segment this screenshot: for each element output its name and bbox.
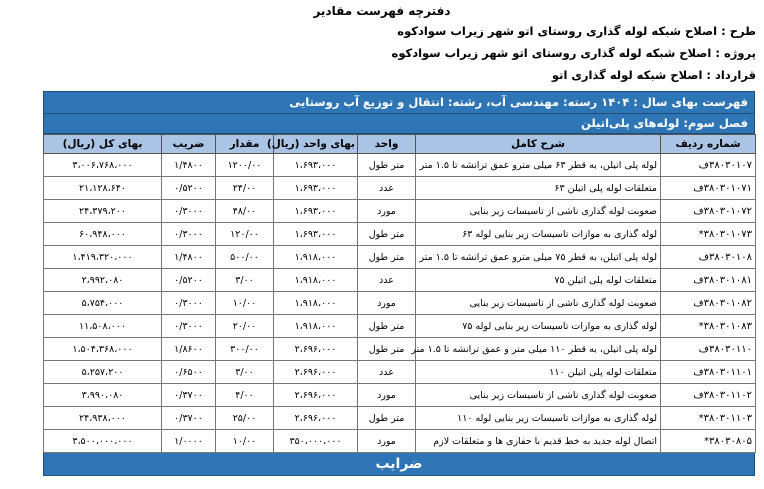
row-factor: ۰/۵۲۰۰: [162, 177, 216, 200]
meta-contract-label: قرارداد :: [706, 68, 756, 82]
meta-plan-value: اصلاح شبکه لوله گذاری روستای اتو شهر زیراب سوادکوه: [397, 24, 718, 38]
col-header-factor: ضریب: [162, 135, 216, 154]
row-total: ۲،۹۹۲،۰۸۰: [44, 269, 162, 292]
row-unit-price: ۱،۹۱۸،۰۰۰: [274, 315, 358, 338]
row-total: ۵،۷۵۴،۰۰۰: [44, 292, 162, 315]
row-code: ۳۸۰۳۰۱۰۷۳*: [661, 223, 756, 246]
row-factor: ۰/۳۰۰۰: [162, 200, 216, 223]
row-code: ۳۸۰۳۰۱۰۷۲ف: [661, 200, 756, 223]
row-unit: مورد: [358, 200, 416, 223]
row-code: ۳۸۰۳۰۱۰۷۱ف: [661, 177, 756, 200]
row-factor: ۱/۸۶۰۰: [162, 338, 216, 361]
meta-contract-value: اصلاح شبکه لوله گذاری اتو: [551, 68, 703, 82]
row-unit-price: ۱،۶۹۳،۰۰۰: [274, 154, 358, 177]
table-row: [44, 292, 756, 315]
row-code: ۳۸۰۳۰۱۱۰ف: [661, 338, 756, 361]
table-row: [44, 384, 756, 407]
row-unit-price: ۲،۶۹۶،۰۰۰: [274, 407, 358, 430]
row-quantity: ۱۲۰/۰۰: [216, 223, 274, 246]
table-row: [44, 177, 756, 200]
row-unit-price: ۳۵۰،۰۰۰،۰۰۰: [274, 430, 358, 453]
table-row: [44, 223, 756, 246]
row-quantity: ۴/۰۰: [216, 384, 274, 407]
row-factor: ۱/۴۸۰۰: [162, 154, 216, 177]
row-description: لوله پلی اتیلن، به قطر ۷۵ میلی مترو عمق ترانشه تا ۱.۵ متر: [416, 246, 661, 269]
row-unit-price: ۱،۶۹۳،۰۰۰: [274, 177, 358, 200]
row-unit-price: ۲،۶۹۶،۰۰۰: [274, 338, 358, 361]
row-quantity: ۴۸/۰۰: [216, 200, 274, 223]
row-unit: متر طول: [358, 407, 416, 430]
row-unit: مورد: [358, 292, 416, 315]
row-quantity: ۲۵/۰۰: [216, 407, 274, 430]
row-unit: متر طول: [358, 223, 416, 246]
row-factor: ۰/۳۰۰۰: [162, 223, 216, 246]
row-unit: عدد: [358, 269, 416, 292]
row-description: صعوبت لوله گذاری ناشی از تاسیسات زیر بنایی: [416, 200, 661, 223]
row-total: ۳،۹۹۰،۰۸۰: [44, 384, 162, 407]
row-code: ۳۸۰۳۰۱۰۸۱ف: [661, 269, 756, 292]
row-total: ۲۴،۳۷۹،۲۰۰: [44, 200, 162, 223]
row-code: ۳۸۰۳۰۱۰۷ف: [661, 154, 756, 177]
row-unit-price: ۲،۶۹۶،۰۰۰: [274, 384, 358, 407]
row-quantity: ۱۰/۰۰: [216, 292, 274, 315]
row-quantity: ۲۴/۰۰: [216, 177, 274, 200]
meta-plan-label: طرح :: [721, 24, 756, 38]
row-factor: ۰/۳۰۰۰: [162, 292, 216, 315]
col-header-unit-price: بهای واحد (ریال): [274, 135, 358, 154]
row-quantity: ۱۰/۰۰: [216, 430, 274, 453]
table-row: [44, 407, 756, 430]
section-title: فصل سوم: لوله‌های پلی‌اتیلن: [43, 114, 755, 134]
row-total: ۱،۴۱۹،۳۲۰،۰۰۰: [44, 246, 162, 269]
row-quantity: ۲۰/۰۰: [216, 315, 274, 338]
row-code: ۳۸۰۳۰۱۱۰۱ف: [661, 361, 756, 384]
col-header-total: بهای کل (ریال): [44, 135, 162, 154]
row-total: ۶۰،۹۴۸،۰۰۰: [44, 223, 162, 246]
meta-project: [392, 46, 756, 60]
table-row: [44, 200, 756, 223]
table-row: [44, 361, 756, 384]
row-total: ۲۴،۹۳۸،۰۰۰: [44, 407, 162, 430]
table-row: [44, 154, 756, 177]
row-description: متعلقات لوله پلی اتیلن ۶۳: [416, 177, 661, 200]
meta-project-value: اصلاح شبکه لوله گذاری روستای اتو شهر زیراب سوادکوه: [391, 46, 712, 60]
row-code: ۳۸۰۳۰۱۰۸ف: [661, 246, 756, 269]
row-factor: ۰/۵۲۰۰: [162, 269, 216, 292]
col-header-description: شرح کامل: [416, 135, 661, 154]
row-factor: ۰/۳۷۰۰: [162, 384, 216, 407]
row-quantity: ۳۰۰/۰۰: [216, 338, 274, 361]
row-unit-price: ۱،۶۹۳،۰۰۰: [274, 200, 358, 223]
row-unit: عدد: [358, 361, 416, 384]
row-factor: ۱/۰۰۰۰: [162, 430, 216, 453]
row-quantity: ۳/۰۰: [216, 269, 274, 292]
row-code: ۳۸۰۳۰۸۰۵*: [661, 430, 756, 453]
row-total: ۳،۰۰۶،۷۶۸،۰۰۰: [44, 154, 162, 177]
row-quantity: ۵۰۰/۰۰: [216, 246, 274, 269]
table-row: [44, 246, 756, 269]
row-description: صعوبت لوله گذاری ناشی از تاسیسات زیر بنایی: [416, 292, 661, 315]
bill-of-quantities-table: [43, 134, 756, 453]
row-unit-price: ۱،۹۱۸،۰۰۰: [274, 292, 358, 315]
row-unit: متر طول: [358, 246, 416, 269]
row-unit-price: ۱،۹۱۸،۰۰۰: [274, 269, 358, 292]
row-unit-price: ۲،۶۹۶،۰۰۰: [274, 361, 358, 384]
row-code: ۳۸۰۳۰۱۱۰۳*: [661, 407, 756, 430]
row-unit-price: ۱،۶۹۳،۰۰۰: [274, 223, 358, 246]
row-quantity: ۳/۰۰: [216, 361, 274, 384]
row-description: لوله گذاری به موازات تاسیسات زیر بنایی لوله ۱۱۰: [416, 407, 661, 430]
table-row: [44, 338, 756, 361]
row-code: ۳۸۰۳۰۱۱۰۲ف: [661, 384, 756, 407]
table-body: [44, 154, 756, 453]
col-header-code: شماره ردیف: [661, 135, 756, 154]
table-header-row: [44, 135, 756, 154]
row-unit-price: ۱،۹۱۸،۰۰۰: [274, 246, 358, 269]
row-unit: متر طول: [358, 154, 416, 177]
price-list-sheet: [43, 91, 755, 476]
row-code: ۳۸۰۳۰۱۰۸۳*: [661, 315, 756, 338]
row-description: متعلقات لوله پلی اتیلن ۷۵: [416, 269, 661, 292]
meta-project-label: پروژه :: [715, 46, 756, 60]
row-unit: متر طول: [358, 338, 416, 361]
row-factor: ۰/۳۷۰۰: [162, 407, 216, 430]
row-factor: ۰/۳۰۰۰: [162, 315, 216, 338]
row-code: ۳۸۰۳۰۱۰۸۲ف: [661, 292, 756, 315]
meta-plan: [397, 24, 756, 38]
row-total: ۲۱،۱۲۸،۶۴۰: [44, 177, 162, 200]
row-description: متعلقات لوله پلی اتیلن ۱۱۰: [416, 361, 661, 384]
row-description: لوله پلی اتیلن، به قطر ۱۱۰ میلی متر و عمق ترانشه تا ۱.۵ متر: [416, 338, 661, 361]
row-unit: مورد: [358, 384, 416, 407]
row-quantity: ۱۲۰۰/۰۰: [216, 154, 274, 177]
row-description: اتصال لوله جدید به خط قدیم با حفاری ها و متعلقات لازم: [416, 430, 661, 453]
row-description: لوله گذاری به موازات تاسیسات زیر بنایی لوله ۶۳: [416, 223, 661, 246]
row-unit: مورد: [358, 430, 416, 453]
col-header-quantity: مقدار: [216, 135, 274, 154]
table-row: [44, 315, 756, 338]
row-total: ۱،۵۰۴،۳۶۸،۰۰۰: [44, 338, 162, 361]
row-description: لوله پلی اتیلن، به قطر ۶۳ میلی مترو عمق ترانشه تا ۱.۵ متر: [416, 154, 661, 177]
document-title: دفترچه فهرست مقادیر: [313, 4, 451, 18]
row-unit: متر طول: [358, 315, 416, 338]
row-description: لوله گذاری به موازات تاسیسات زیر بنایی لوله ۷۵: [416, 315, 661, 338]
row-unit: عدد: [358, 177, 416, 200]
row-factor: ۱/۴۸۰۰: [162, 246, 216, 269]
table-row: [44, 430, 756, 453]
row-total: ۳،۵۰۰،۰۰۰،۰۰۰: [44, 430, 162, 453]
table-row: [44, 269, 756, 292]
row-description: صعوبت لوله گذاری ناشی از تاسیسات زیر بنایی: [416, 384, 661, 407]
price-list-header: فهرست بهای سال : ۱۴۰۴ رسته: مهندسی آب، رشته: انتقال و توزیع آب روستایی: [43, 91, 755, 114]
col-header-unit: واحد: [358, 135, 416, 154]
meta-contract: [552, 68, 756, 82]
coefficients-header: ضرایب: [43, 453, 755, 476]
row-total: ۱۱،۵۰۸،۰۰۰: [44, 315, 162, 338]
row-factor: ۰/۶۵۰۰: [162, 361, 216, 384]
row-total: ۵،۲۵۷،۲۰۰: [44, 361, 162, 384]
